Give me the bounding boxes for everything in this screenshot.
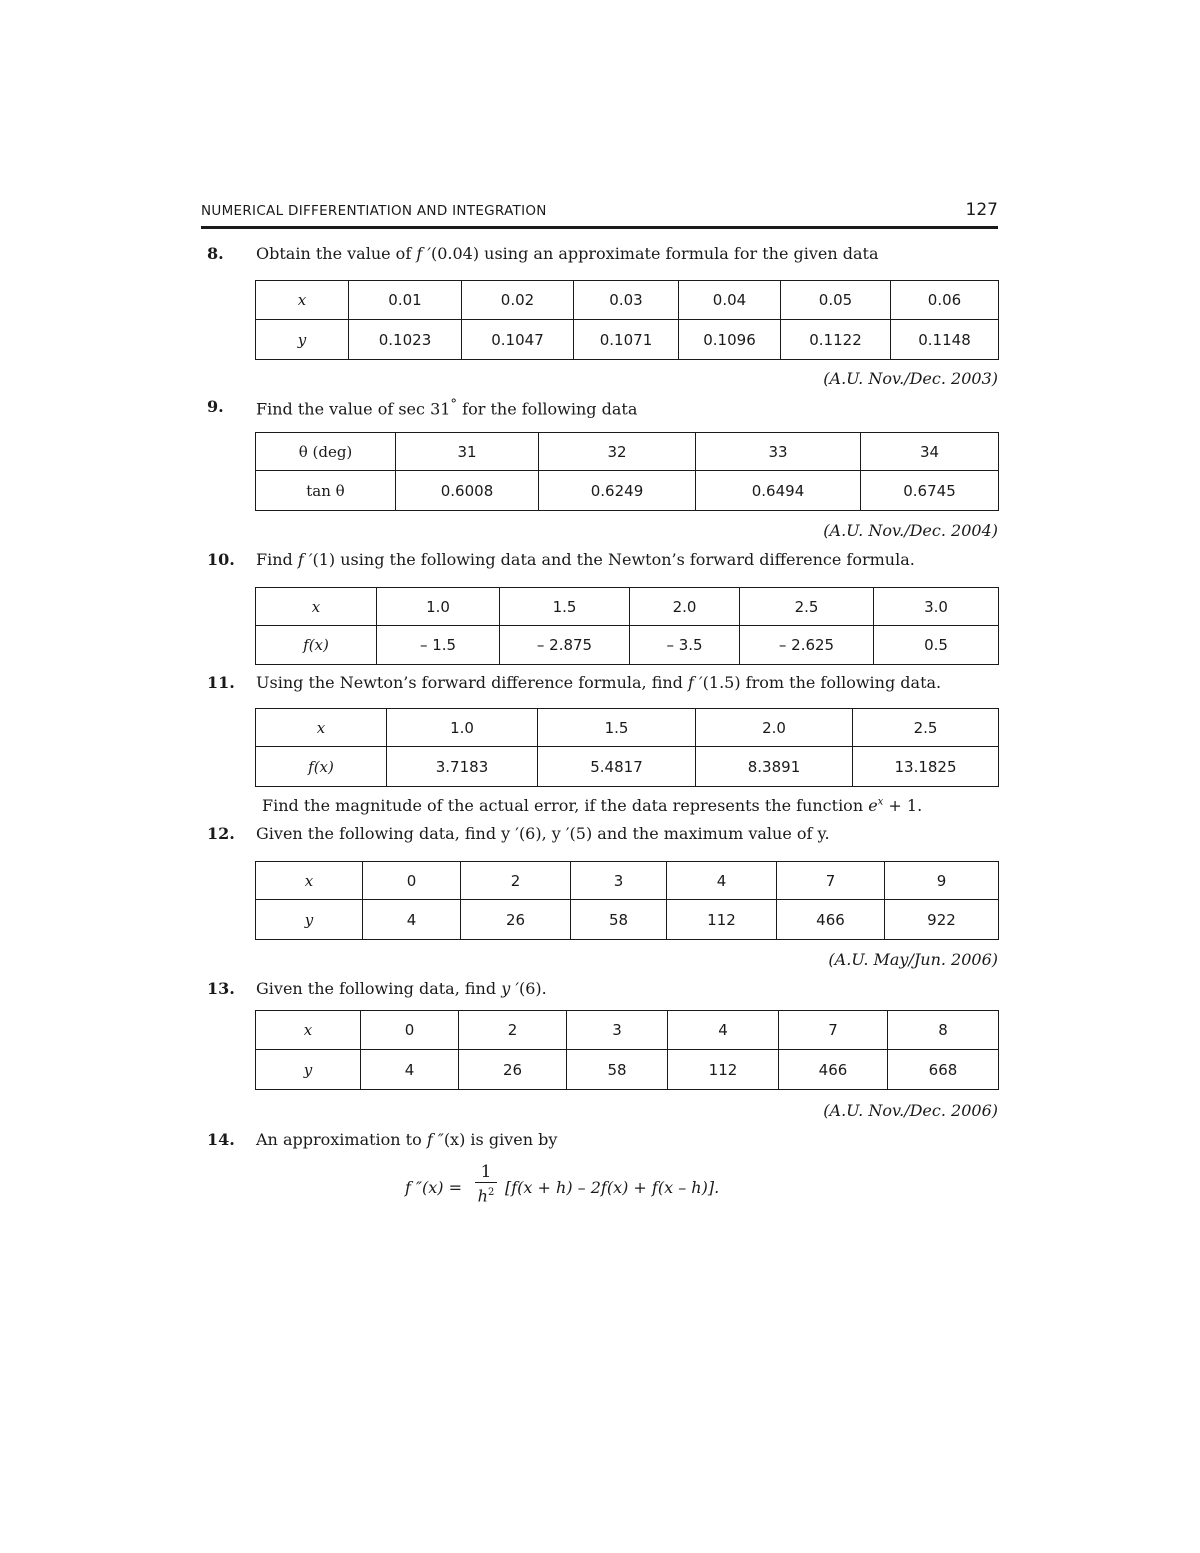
table-cell: 0.1096 xyxy=(679,320,781,360)
table-cell: 1.5 xyxy=(538,709,696,747)
table-row xyxy=(256,709,999,747)
table-cell: 466 xyxy=(777,900,885,940)
table-cell: 7 xyxy=(779,1011,888,1050)
fraction-denominator: $h^2$ xyxy=(477,1186,495,1206)
table-cell: 112 xyxy=(667,900,777,940)
table-cell: 9 xyxy=(885,862,999,900)
question-number: 12. xyxy=(207,824,235,843)
question-number: 13. xyxy=(207,979,235,998)
table-row xyxy=(256,900,999,940)
table-row xyxy=(256,626,999,665)
table-cell: x xyxy=(256,281,349,320)
table-cell: 2.5 xyxy=(853,709,999,747)
table-cell: 8.3891 xyxy=(696,747,853,787)
table-cell: – 2.875 xyxy=(500,626,630,665)
source-citation: (A.U. Nov./Dec. 2006) xyxy=(823,1101,998,1120)
page-number: 127 xyxy=(965,200,998,220)
formula-rhs: [f(x + h) – 2f(x) + f(x – h)]. xyxy=(505,1178,720,1197)
table-cell: 0.6008 xyxy=(396,471,539,511)
question-text: Given the following data, find y ′(6). xyxy=(256,979,547,998)
table-cell: 2.5 xyxy=(740,588,874,626)
question-text: An approximation to f ″(x) is given by xyxy=(256,1130,558,1149)
table-cell: 0 xyxy=(361,1011,459,1050)
table-cell: 1.5 xyxy=(500,588,630,626)
data-table xyxy=(255,861,999,940)
table-cell: 26 xyxy=(461,900,571,940)
question-number: 8. xyxy=(207,244,224,263)
table-cell: 3.7183 xyxy=(387,747,538,787)
table-cell: 34 xyxy=(861,433,999,471)
table-cell: 2 xyxy=(461,862,571,900)
table-cell: 922 xyxy=(885,900,999,940)
source-citation: (A.U. May/Jun. 2006) xyxy=(828,950,998,969)
table-cell: 3.0 xyxy=(874,588,999,626)
formula-lhs: f ″(x) = xyxy=(405,1178,462,1197)
table-row xyxy=(256,1011,999,1050)
question-followup: Find the magnitude of the actual error, if the data represents the function $e^x + 1$. xyxy=(262,796,923,815)
table-cell: 0.05 xyxy=(781,281,891,320)
table-cell: y xyxy=(256,1050,361,1090)
table-row xyxy=(256,320,999,360)
table-row xyxy=(256,471,999,511)
table-cell: 0.01 xyxy=(349,281,462,320)
table-cell: 0.03 xyxy=(574,281,679,320)
table-cell: – 3.5 xyxy=(630,626,740,665)
table-cell: 2.0 xyxy=(630,588,740,626)
data-table xyxy=(255,280,999,360)
table-cell: 3 xyxy=(571,862,667,900)
table-cell: 4 xyxy=(667,862,777,900)
table-cell: 0.6745 xyxy=(861,471,999,511)
table-row xyxy=(256,747,999,787)
table-cell: 8 xyxy=(888,1011,999,1050)
data-table xyxy=(255,1010,999,1090)
table-cell: 58 xyxy=(567,1050,668,1090)
table-cell: 7 xyxy=(777,862,885,900)
question-number: 9. xyxy=(207,397,224,416)
formula-fraction xyxy=(473,1162,499,1206)
table-cell: 668 xyxy=(888,1050,999,1090)
table-cell: 0.1122 xyxy=(781,320,891,360)
table-cell: – 1.5 xyxy=(377,626,500,665)
table-cell: 0.1023 xyxy=(349,320,462,360)
table-cell: x xyxy=(256,1011,361,1050)
table-row xyxy=(256,862,999,900)
table-cell: 0.1047 xyxy=(462,320,574,360)
question-text: Find f ′(1) using the following data and the Newton’s forward difference formula. xyxy=(256,550,915,569)
table-cell: 0.1071 xyxy=(574,320,679,360)
question-text: Using the Newton’s forward difference formula, find f ′(1.5) from the following data. xyxy=(256,673,942,692)
table-cell: 0.6249 xyxy=(539,471,696,511)
question-number: 10. xyxy=(207,550,235,569)
data-table xyxy=(255,708,999,787)
table-cell: 0.02 xyxy=(462,281,574,320)
table-cell: 0.06 xyxy=(891,281,999,320)
table-cell: 112 xyxy=(668,1050,779,1090)
table-cell: 0.6494 xyxy=(696,471,861,511)
table-cell: 31 xyxy=(396,433,539,471)
chapter-title: NUMERICAL DIFFERENTIATION AND INTEGRATION xyxy=(201,203,547,219)
table-cell: tan θ xyxy=(256,471,396,511)
table-cell: 32 xyxy=(539,433,696,471)
table-row xyxy=(256,1050,999,1090)
data-table xyxy=(255,432,999,511)
table-row xyxy=(256,281,999,320)
table-cell: x xyxy=(256,709,387,747)
table-cell: 13.1825 xyxy=(853,747,999,787)
table-row xyxy=(256,588,999,626)
question-number: 14. xyxy=(207,1130,235,1149)
table-row xyxy=(256,433,999,471)
table-cell: 0.1148 xyxy=(891,320,999,360)
question-text: Find the value of sec 31° for the following data xyxy=(256,397,638,419)
table-cell: 33 xyxy=(696,433,861,471)
data-table xyxy=(255,587,999,665)
table-cell: 0.5 xyxy=(874,626,999,665)
table-cell: f(x) xyxy=(256,747,387,787)
table-cell: x xyxy=(256,862,363,900)
table-cell: x xyxy=(256,588,377,626)
table-cell: 4 xyxy=(363,900,461,940)
question-text: Given the following data, find y ′(6), y ′(5) and the maximum value of y. xyxy=(256,824,830,843)
table-cell: 0 xyxy=(363,862,461,900)
table-cell: 0.04 xyxy=(679,281,781,320)
table-cell: f(x) xyxy=(256,626,377,665)
question-number: 11. xyxy=(207,673,235,692)
running-head xyxy=(201,200,998,229)
source-citation: (A.U. Nov./Dec. 2003) xyxy=(823,369,998,388)
table-cell: 466 xyxy=(779,1050,888,1090)
table-cell: 4 xyxy=(668,1011,779,1050)
table-cell: θ (deg) xyxy=(256,433,396,471)
question-text: Obtain the value of f ′(0.04) using an approximate formula for the given data xyxy=(256,244,879,263)
table-cell: 26 xyxy=(459,1050,567,1090)
table-cell: 58 xyxy=(571,900,667,940)
table-cell: 2.0 xyxy=(696,709,853,747)
table-cell: 2 xyxy=(459,1011,567,1050)
table-cell: 1.0 xyxy=(387,709,538,747)
source-citation: (A.U. Nov./Dec. 2004) xyxy=(823,521,998,540)
table-cell: 5.4817 xyxy=(538,747,696,787)
table-cell: 3 xyxy=(567,1011,668,1050)
table-cell: – 2.625 xyxy=(740,626,874,665)
table-cell: y xyxy=(256,320,349,360)
table-cell: y xyxy=(256,900,363,940)
table-cell: 4 xyxy=(361,1050,459,1090)
table-cell: 1.0 xyxy=(377,588,500,626)
fraction-numerator: 1 xyxy=(480,1162,492,1182)
